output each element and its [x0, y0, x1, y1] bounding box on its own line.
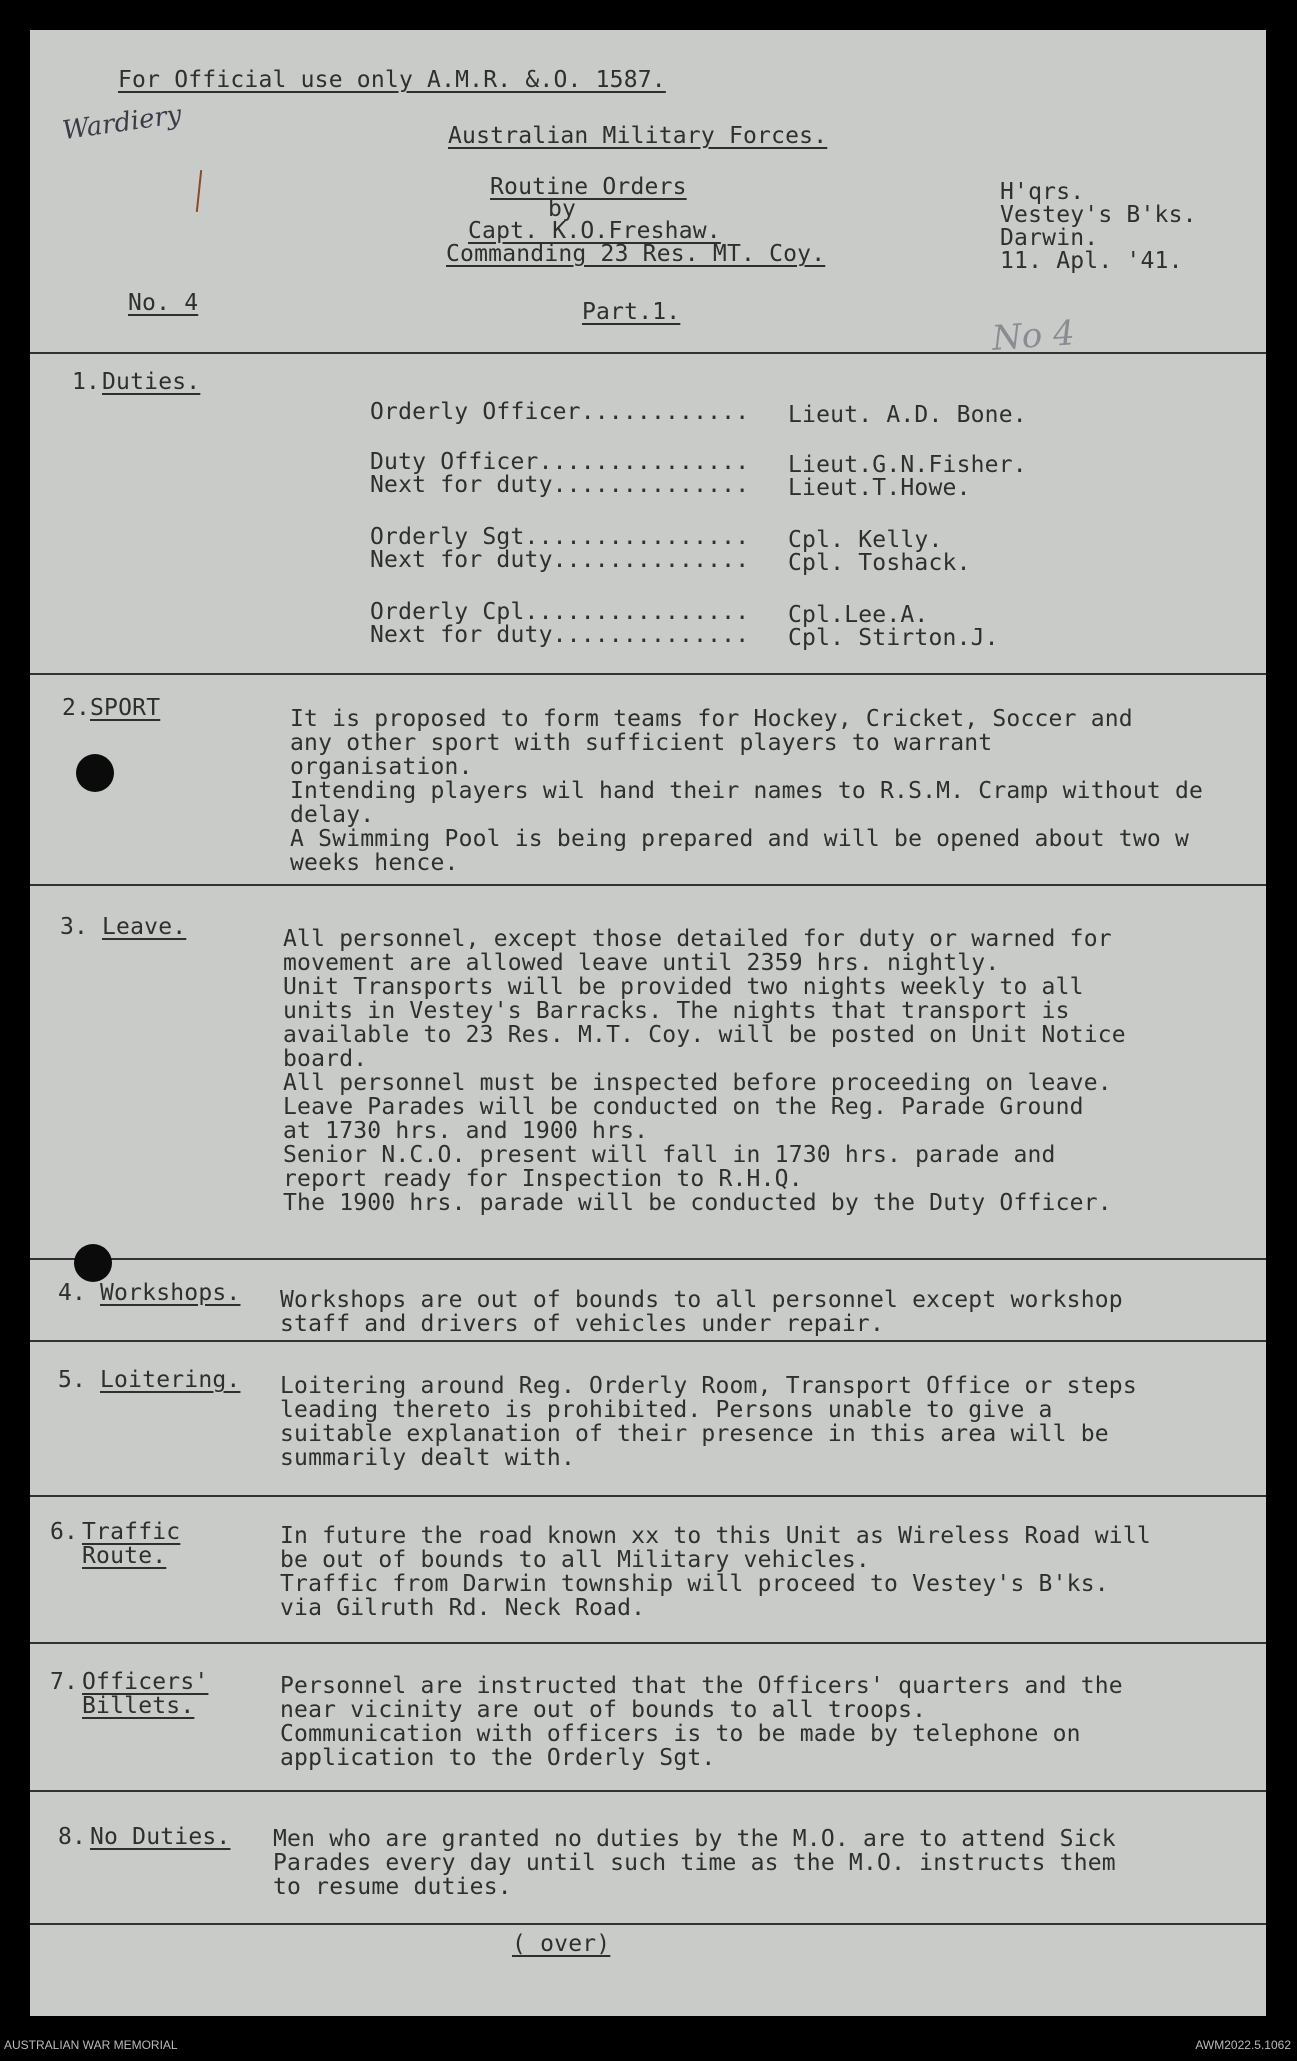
over-label: ( over): [512, 1931, 611, 1957]
section-number: 7.: [50, 1669, 79, 1695]
section-title-no-duties: No Duties.: [90, 1824, 231, 1850]
section-number: 3.: [60, 914, 89, 940]
no-duties-paragraph: Men who are granted no duties by the M.O. are to attend Sick Parades every day until such time as the M.O. instructs them to resume duties.: [273, 1826, 1116, 1900]
routine-orders-title: Routine Orders: [490, 174, 687, 200]
duty-role: Next for duty..............: [370, 622, 750, 648]
section-title-loitering: Loitering.: [100, 1367, 241, 1393]
duty-role: Next for duty..............: [370, 472, 750, 498]
divider: [30, 352, 1266, 354]
duty-name: Cpl. Toshack.: [788, 550, 971, 576]
hq-date: 11. Apl. '41.: [1000, 248, 1183, 274]
officers-paragraph: Personnel are instructed that the Officers' quarters and the near vicinity are out of bounds to all troops. Communication with officers is to be made by telephone on application to the Orderly Sgt.: [280, 1673, 1123, 1771]
traffic-paragraph: In future the road known xx to this Unit as Wireless Road will be out of bounds to all Military vehicles. Traffic from Darwin township will proceed to Vestey's B'ks. via Gilruth Rd. Neck Road.: [280, 1523, 1151, 1621]
duty-role: Duty Officer...............: [370, 449, 750, 475]
footer-right: AWM2022.5.1062: [1195, 2038, 1291, 2052]
section-number: 8.: [58, 1824, 87, 1850]
part-label: Part.1.: [582, 299, 681, 325]
duties-number: 1.: [72, 369, 101, 395]
duty-name: Lieut. A.D. Bone.: [788, 402, 1027, 428]
duty-role: Next for duty..............: [370, 547, 750, 573]
section-title-traffic-2: Route.: [82, 1543, 167, 1569]
order-number: No. 4: [128, 290, 199, 316]
duty-name: Lieut.T.Howe.: [788, 475, 971, 501]
divider: [30, 884, 1266, 886]
section-title-workshops: Workshops.: [100, 1280, 241, 1306]
duty-role: Orderly Cpl................: [370, 599, 750, 625]
handwritten-number: No 4: [990, 313, 1076, 359]
duties-heading: Duties.: [102, 369, 201, 395]
hq-line-2: Vestey's B'ks.: [1000, 202, 1197, 228]
pen-mark: [196, 170, 202, 212]
divider: [30, 1642, 1266, 1644]
duty-name: Cpl.Lee.A.: [788, 602, 929, 628]
duty-role: Orderly Officer............: [370, 399, 750, 425]
footer-left: AUSTRALIAN WAR MEMORIAL: [4, 2038, 178, 2052]
commanding-unit: Commanding 23 Res. MT. Coy.: [446, 241, 826, 267]
section-number: 4.: [58, 1280, 87, 1306]
sport-paragraph: It is proposed to form teams for Hockey, Cricket, Soccer and any other sport with sufficient players to warrant organisation. Intending players wil hand their names to R.S.M. Cramp without de delay. A Swimming Pool is being prepared and will be opened about two w weeks hence.: [290, 706, 1204, 876]
hq-line-3: Darwin.: [1000, 225, 1099, 251]
duty-name: Lieut.G.N.Fisher.: [788, 452, 1027, 478]
divider: [30, 1340, 1266, 1342]
section-title-sport: SPORT: [90, 695, 161, 721]
section-number: 6.: [50, 1519, 79, 1545]
section-title-officers-2: Billets.: [82, 1693, 195, 1719]
divider: [30, 1923, 1266, 1925]
divider: [30, 1258, 1266, 1260]
leave-paragraph: All personnel, except those detailed for duty or warned for movement are allowed leave until 2359 hrs. nightly. Unit Transports will be provided two nights weekly to all units in Vestey's Barracks. The nights that transport is available to 23 Res. M.T. Coy. will be posted on Unit Notice board. All personnel must be inspected before proceeding on leave. Leave Parades will be conducted on the Reg. Parade Ground at 1730 hrs. and 1900 hrs. Senior N.C.O. present will fall in 1730 hrs. parade and report ready for Inspection to R.H.Q. The 1900 hrs. parade will be conducted by the Duty Officer.: [283, 926, 1126, 1216]
divider: [30, 1790, 1266, 1792]
section-title-traffic: Traffic: [82, 1519, 181, 1545]
punch-hole: [74, 1244, 112, 1282]
hq-line-1: H'qrs.: [1000, 179, 1085, 205]
loitering-paragraph: Loitering around Reg. Orderly Room, Transport Office or steps leading thereto is prohibited. Persons unable to give a suitable explanation of their presence in this area will be summarily dealt with.: [280, 1373, 1137, 1471]
workshops-paragraph: Workshops are out of bounds to all personnel except workshop staff and drivers of vehicles under repair.: [280, 1287, 1123, 1337]
forces-title: Australian Military Forces.: [448, 123, 828, 149]
duty-role: Orderly Sgt................: [370, 524, 750, 550]
section-title-officers: Officers': [82, 1669, 209, 1695]
section-number: 2.: [62, 695, 91, 721]
duty-name: Cpl. Stirton.J.: [788, 625, 999, 651]
section-title-leave: Leave.: [102, 914, 187, 940]
handwritten-note: Wardiery: [60, 99, 184, 147]
official-use-line: For Official use only A.M.R. &.O. 1587.: [118, 67, 666, 93]
divider: [30, 673, 1266, 675]
document-page: [30, 30, 1266, 2016]
duty-name: Cpl. Kelly.: [788, 527, 943, 553]
by-label: by: [548, 196, 577, 222]
divider: [30, 1495, 1266, 1497]
commander-name: Capt. K.O.Freshaw.: [468, 218, 721, 244]
punch-hole: [76, 754, 114, 792]
section-number: 5.: [58, 1367, 87, 1393]
